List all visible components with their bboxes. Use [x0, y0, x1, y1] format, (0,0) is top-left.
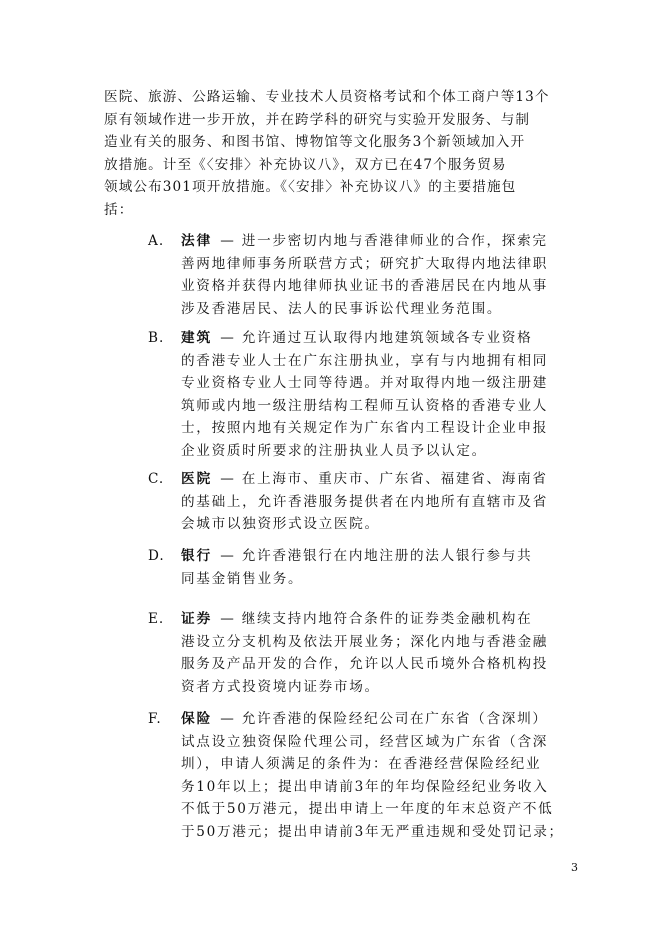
item-first-line [181, 468, 581, 491]
item-dash: — [220, 233, 234, 249]
item-body [181, 327, 581, 463]
item-first-line [181, 230, 581, 253]
page-number: 3 [571, 861, 578, 874]
item-line: 试点设立独资保险代理公司，经营区域为广东省（含深 [181, 733, 549, 750]
item-line: 务10年以上；提出申请前3年的年均保险经纪业务收入 [181, 778, 549, 795]
item-line: 进一步密切内地与香港律师业的合作，探索完 [241, 233, 548, 249]
paragraph-line: 放措施。计至《〈安排〉补充协议八》，双方已在47个服务贸易 [104, 156, 507, 173]
item-line: 圳），申请人须满足的条件为：在香港经营保险经纪业 [181, 756, 542, 773]
item-line: 士，按照内地有关规定作为广东省内工程设计企业申报 [181, 420, 549, 437]
item-first-line [181, 708, 581, 731]
item-line: 港设立分支机构及依法开展业务；深化内地与香港金融 [181, 633, 549, 650]
item-first-line [181, 608, 581, 631]
paragraph-line: 括： [104, 201, 134, 218]
item-letter: C. [148, 471, 165, 487]
item-body [181, 230, 581, 320]
item-dash: — [220, 611, 234, 627]
item-letter: E. [148, 611, 165, 627]
item-line: 资者方式投资境内证券市场。 [181, 678, 380, 695]
item-line: 在上海市、重庆市、广东省、福建省、海南省 [241, 471, 548, 487]
item-line: 善两地律师事务所联营方式；研究扩大取得内地法律职 [181, 255, 549, 272]
item-line: 允许香港的保险经纪公司在广东省（含深圳） [241, 711, 548, 727]
paragraph-line: 造业有关的服务、和图书馆、博物馆等文化服务3个新领域加入开 [104, 134, 526, 151]
item-letter: A. [148, 233, 165, 249]
item-heading: 银行 [181, 548, 213, 564]
item-dash: — [220, 471, 234, 487]
item-first-line [181, 545, 581, 568]
item-line: 业资格并获得内地律师执业证书的香港居民在内地从事 [181, 278, 549, 295]
item-line: 不低于50万港元，提出申请上一年度的年末总资产不低 [181, 801, 554, 818]
item-dash: — [220, 330, 234, 346]
item-dash: — [220, 711, 234, 727]
item-line: 继续支持内地符合条件的证券类金融机构在 [241, 611, 533, 627]
item-line: 允许通过互认取得内地建筑领域各专业资格 [241, 330, 533, 346]
item-line: 允许香港银行在内地注册的法人银行参与共 [241, 548, 533, 564]
item-body [181, 545, 581, 590]
item-line: 服务及产品开发的合作，允许以人民币境外合格机构投 [181, 656, 549, 673]
intro-paragraph [104, 86, 580, 222]
item-body [181, 468, 581, 536]
item-letter: B. [148, 330, 165, 346]
item-heading: 证券 [181, 611, 213, 627]
item-first-line [181, 327, 581, 350]
paragraph-line: 领域公布301项开放措施。《〈安排〉补充协议八》的主要措施包 [104, 179, 517, 196]
item-heading: 建筑 [181, 330, 213, 346]
item-line: 企业资质时所要求的注册执业人员予以认定。 [181, 442, 487, 459]
item-line: 会城市以独资形式设立医院。 [181, 516, 380, 533]
paragraph-line: 原有领域作进一步开放，并在跨学科的研究与实验开发服务、与制 [104, 111, 531, 128]
item-heading: 保险 [181, 711, 213, 727]
item-dash: — [220, 548, 234, 564]
item-line: 的香港专业人士在广东注册执业，享有与内地拥有相同 [181, 352, 549, 369]
item-line: 筑师或内地一级注册结构工程师互认资格的香港专业人 [181, 397, 549, 414]
item-line: 同基金销售业务。 [181, 570, 304, 587]
item-line: 涉及香港居民、法人的民事诉讼代理业务范围。 [181, 300, 503, 317]
item-heading: 法律 [181, 233, 213, 249]
item-body [181, 608, 581, 698]
item-body [181, 708, 581, 844]
paragraph-line: 医院、旅游、公路运输、专业技术人员资格考试和个体工商户等13个 [104, 89, 550, 105]
item-heading: 医院 [181, 471, 213, 487]
item-line: 的基础上，允许香港服务提供者在内地所有直辖市及省 [181, 493, 549, 510]
item-line: 于50万港元；提出申请前3年无严重违规和受处罚记录； [181, 823, 564, 840]
item-letter: F. [148, 711, 162, 727]
item-line: 专业资格专业人士同等待遇。并对取得内地一级注册建 [181, 375, 549, 392]
item-letter: D. [148, 548, 165, 564]
